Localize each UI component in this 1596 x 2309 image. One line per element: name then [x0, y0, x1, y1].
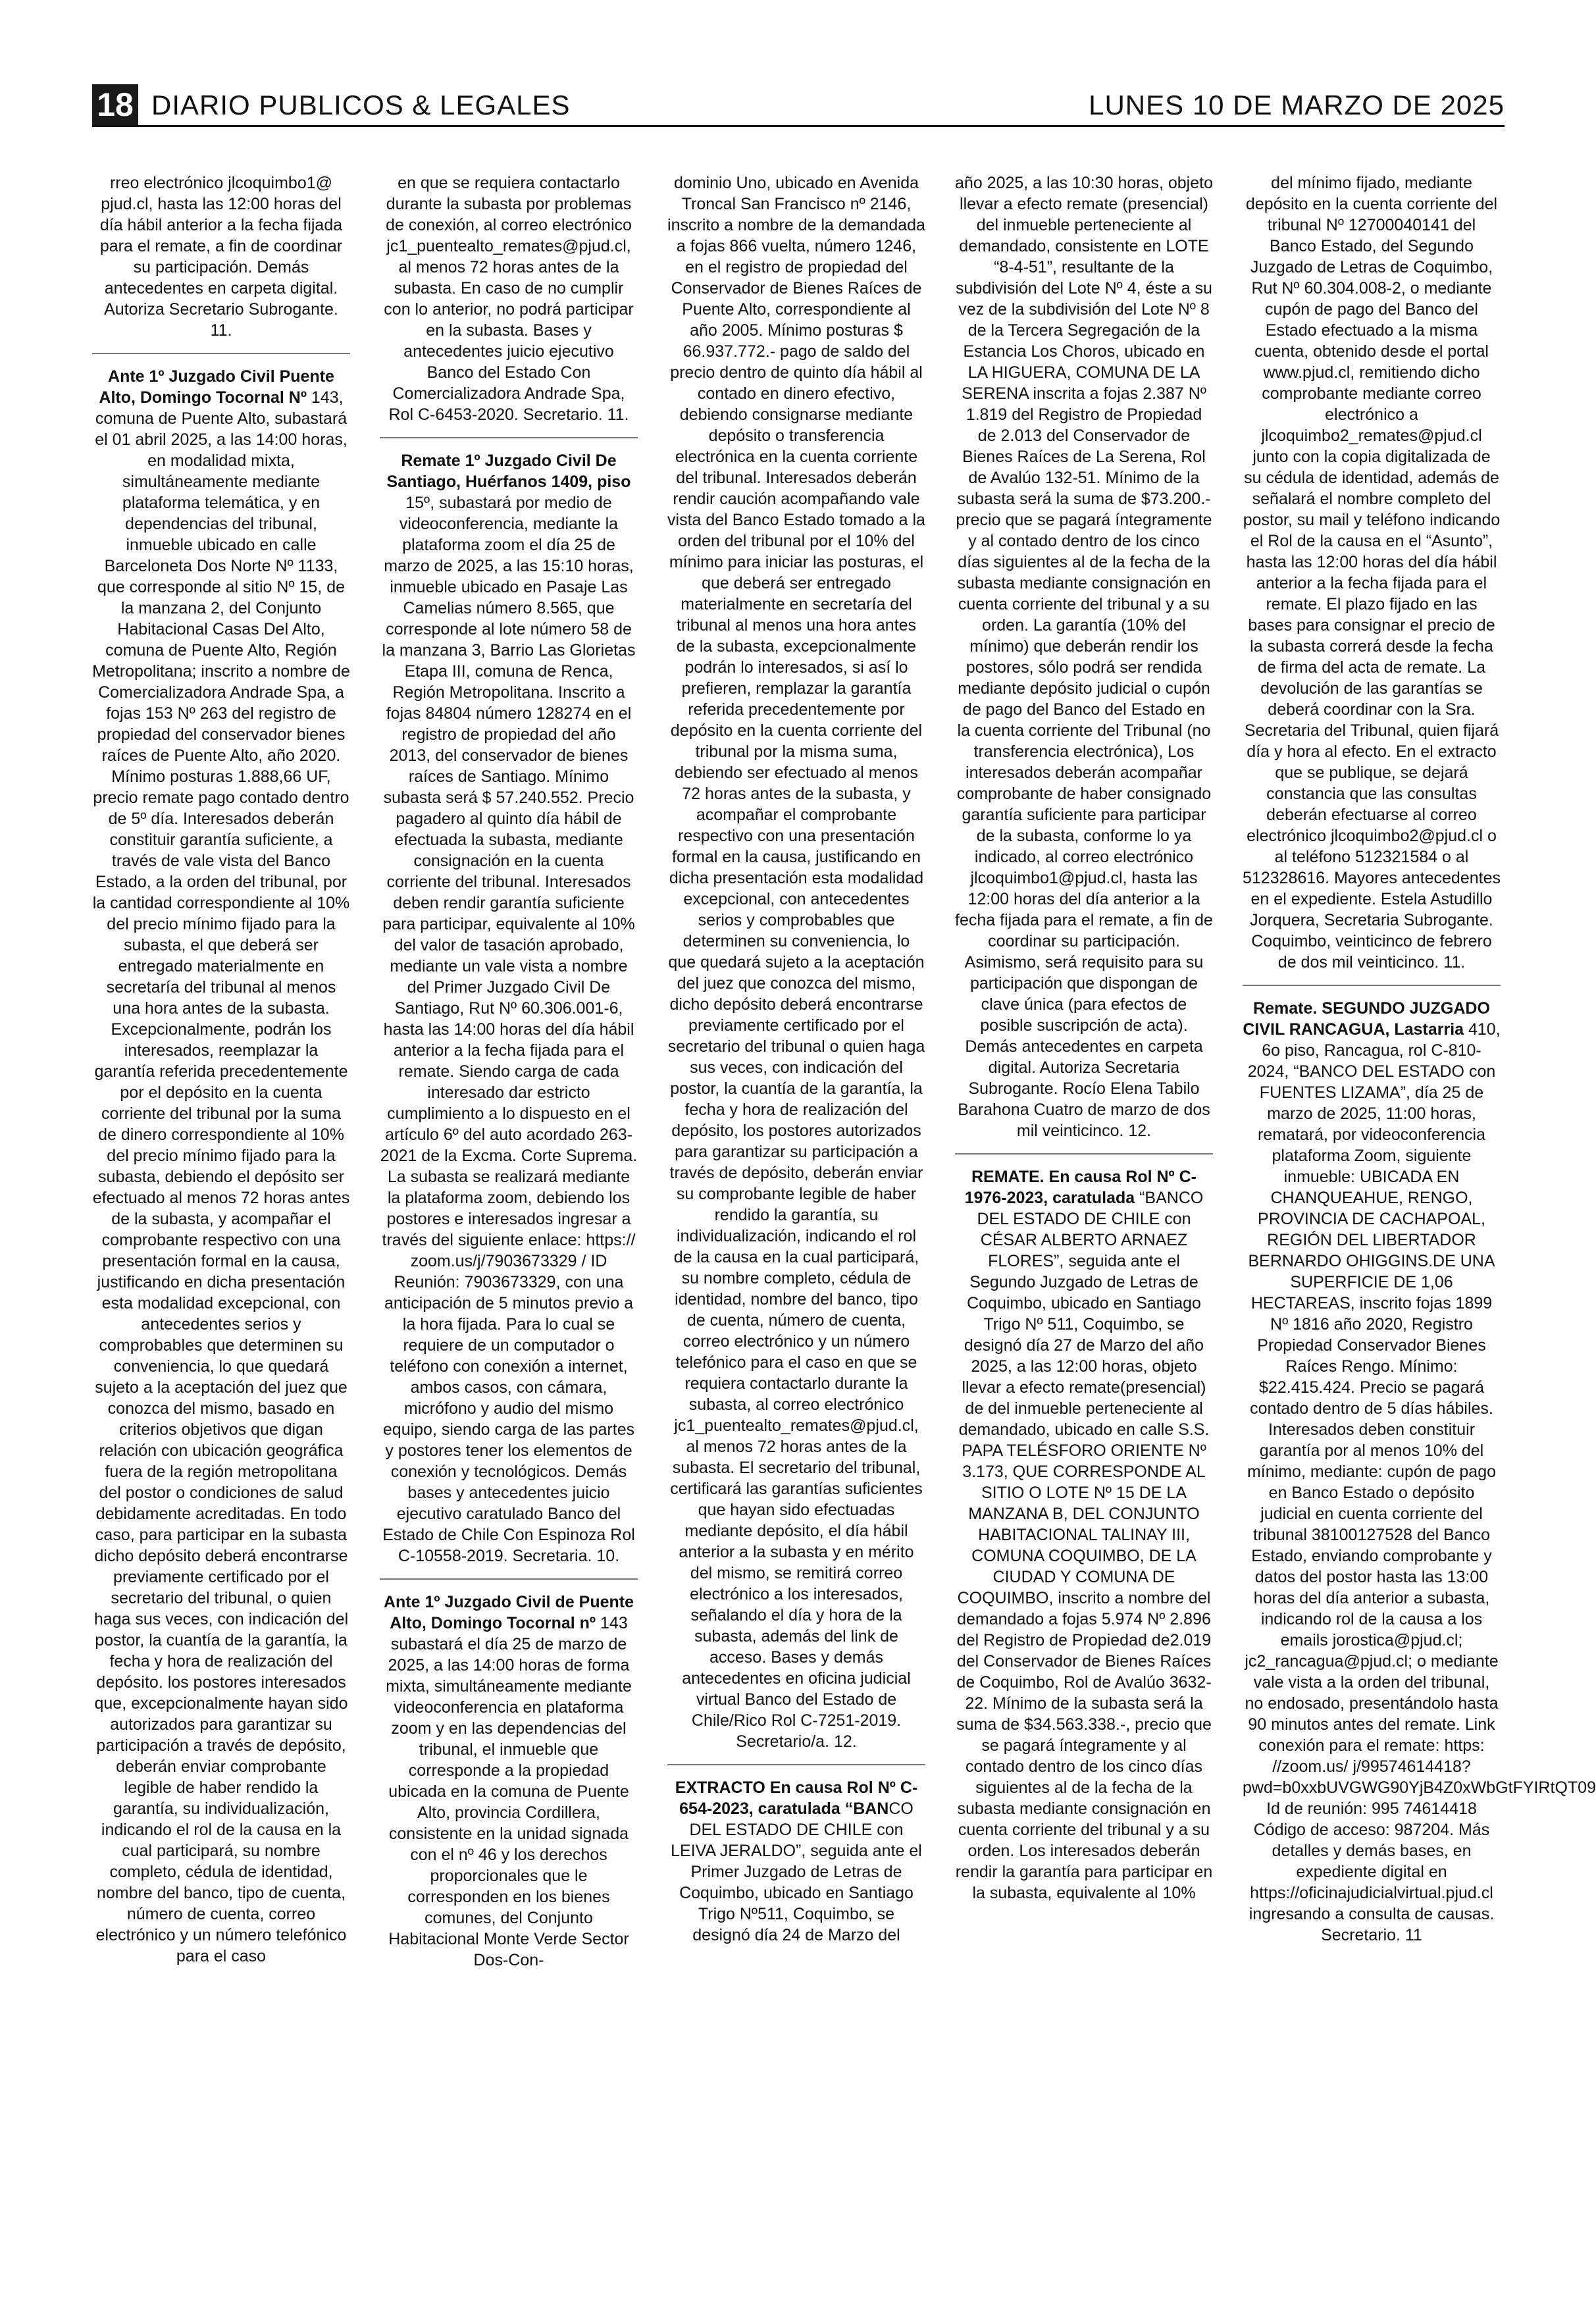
notice-body: rreo electrónico jlcoquimbo1@ pjud.cl, hasta las 12:00 horas del día hábil anterior a la fecha fijada para el remate, a fin de coordinar su participación. Demás antecedentes en carpeta digital. Autoriza Secretario Subrogante. 11.: [99, 174, 343, 340]
legal-notice: [1243, 172, 1501, 973]
notice-heading: Remate 1º Juzgado Civil De Santiago, Huérfanos 1409, piso: [386, 452, 631, 491]
issue-date: LUNES 10 DE MARZO DE 2025: [1089, 90, 1505, 120]
notice-divider: [380, 437, 638, 438]
notice-body: en que se requiera contactarlo durante la subasta por problemas de conexión, al correo electrónico jc1_puentealto_remates@pjud.cl, al menos 72 horas antes de la subasta. En caso de no cumplir con lo anterior, no podrá participar en la subasta. Bases y antecedentes juicio ejecutivo Banco del Estado Con Comercializadora Andrade Spa, Rol C-6453-2020. Secretario. 11.: [384, 174, 634, 424]
notice-divider: [667, 1764, 925, 1765]
legal-notice: [380, 172, 638, 425]
notice-body: dominio Uno, ubicado en Avenida Troncal San Francisco nº 2146, inscrito a nombre de la demandada a fojas 866 vuelta, número 1246, en el registro de propiedad del Conservador de Bienes Raíces de Puente Alto, correspondiente al año 2005. Mínimo posturas $ 66.937.772.- pago de saldo del precio dentro de quinto día hábil al contado en dinero efectivo, debiendo consignarse mediante depósito o transferencia electrónica en la cuenta corriente del tribunal. Interesados deberán rendir caución acompañando vale vista del Banco Estado tomado a la orden del tribunal por el 10% del mínimo para iniciar las posturas, el que deberá ser entregado materialmente en secretaría del tribunal al menos una hora antes de la subasta, excepcionalmente podrán lo interesados, si así lo prefieren, remplazar la garantía referida precedentemente por depósito en la cuenta corriente del tribunal por la misma suma, debiendo ser efectuado al menos 72 horas antes de la subasta, y acompañar el comprobante respectivo con una presentación formal en la causa, justificando en dicha presentación esta modalidad excepcional, con antecedentes serios y comprobables que determinen su conveniencia, lo que quedará sujeto a la aceptación del juez que conozca del mismo, dicho depósito deberá encontrarse previamente certificado por el secretario del tribunal o quien haga sus veces, con indicación del postor, la cuantía de la garantía, la fecha y hora de realización del depósito, los postores autorizados para garantizar su participación a través de depósito, deberán enviar su comprobante legible de haber rendido la garantía, su individualización, indicando el rol de la causa en la cual participará, su nombre completo, cédula de identidad, nombre del banco, tipo de cuenta, número de cuenta, correo electrónico y un número telefónico para el caso en que se requiera contactarlo durante la subasta, al correo electrónico jc1_puentealto_remates@pjud.cl, al menos 72 horas antes de la subasta. El secretario del tribunal, certificará las garantías suficientes que hayan sido efectuadas mediante depósito, el día hábil anterior a la subasta y en mérito del mismo, se remitirá correo electrónico a los interesados, señalando el día y hora de la subasta, además del link de acceso. Bases y demás antecedentes en oficina judicial virtual Banco del Estado de Chile/Rico Rol C-7251-2019. Secretario/a. 12.: [667, 174, 925, 1751]
page-header: [92, 84, 1505, 127]
legal-notice: [92, 172, 350, 341]
notice-body: “BANCO DEL ESTADO DE CHILE con CÉSAR ALBERTO ARNAEZ FLORES”, seguida ante el Segundo Juzgado de Letras de Coquimbo, ubicado en Santiago Trigo Nº 511, Coquimbo, se designó día 27 de Marzo del año 2025, a las 12:00 horas, objeto llevar a efecto remate(presencial) de del inmueble perteneciente al demandado, ubicado en calle S.S. PAPA TELÉSFORO ORIENTE Nº 3.173, QUE CORRESPONDE AL SITIO O LOTE Nº 15 DE LA MANZANA B, DEL CONJUNTO HABITACIONAL TALINAY III, COMUNA COQUIMBO, DE LA CIUDAD Y COMUNA DE COQUIMBO, inscrito a nombre del demandado a fojas 5.974 Nº 2.896 del Registro de Propiedad de2.019 del Conservador de Bienes Raíces de Coquimbo, Rol de Avalúo 3632-22. Mínimo de la subasta será la suma de $34.563.338.-, precio que se pagará íntegramente y al contado dentro de los cinco días siguientes al de la fecha de la subasta mediante consignación en cuenta corriente del tribunal y a su orden. Los interesados deberán rendir la garantía para participar en la subasta, equivalente al 10%: [955, 1189, 1213, 1902]
notice-columns: [92, 172, 1596, 2272]
notice-body: 410, 6o piso, Rancagua, rol C-810-2024, “BANCO DEL ESTADO con FUENTES LIZAMA”, día 25 de marzo de 2025, 11:00 horas, rematará, por videoconferencia plataforma Zoom, siguiente inmueble: UBICADA EN CHANQUEAHUE, RENGO, PROVINCIA DE CACHAPOAL, REGIÓN DEL LIBERTADOR BERNARDO OHIGGINS.DE UNA SUPERFICIE DE 1,06 HECTAREAS, inscrito fojas 1899 Nº 1816 año 2020, Registro Propiedad Conservador Bienes Raíces Rengo. Mínimo: $22.415.424. Precio se pagará contado dentro de 5 días hábiles. Interesados deben constituir garantía por al menos 10% del mínimo, mediante: cupón de pago en Banco Estado o depósito judicial en cuenta corriente del tribunal 38100127528 del Banco Estado, enviando comprobante y datos del postor hasta las 13:00 horas del día anterior a subasta, indicando rol de la causa a los emails jorostica@pjud.cl; jc2_rancagua@pjud.cl; o mediante vale vista a la orden del tribunal, no endosado, presentándolo hasta 90 minutos antes del remate. Link conexión para el remate: https: //zoom.us/ j/99574614418?pwd=b0xxbUVGWG90YjB4Z0xWbGtFYIRtQT09 Id de reunión: 995 74614418 Código de acceso: 987204. Más detalles y demás bases, en expediente digital en https://oficinajudicialvirtual.pjud.cl ingresando a consulta de causas. Secretario. 11: [1243, 1020, 1596, 1944]
newspaper-title: DIARIO PUBLICOS & LEGALES: [151, 90, 571, 120]
notice-body: 143 subastará el día 25 de marzo de 2025, a las 14:00 horas de forma mixta, simultáneamente mediante videoconferencia en plataforma zoom y en las dependencias del tribunal, el inmueble que corresponde a la propiedad ubicada en la comuna de Puente Alto, provincia Cordillera, consistente en la unidad signada con el nº 46 y los derechos proporcionales que le corresponden en los bienes comunes, del Conjunto Habitacional Monte Verde Sector Dos-Con-: [386, 1614, 632, 1969]
notice-body: CO DEL ESTADO DE CHILE con LEIVA JERALDO”, seguida ante el Primer Juzgado de Letras de Coquimbo, ubicado en Santiago Trigo Nº511, Coquimbo, se designó día 24 de Marzo del: [671, 1800, 922, 1944]
notice-heading: REMATE. En causa Rol Nº C-1976-2023, caratulada: [964, 1168, 1197, 1207]
column-1: [92, 172, 350, 2272]
notice-body: 143, comuna de Puente Alto, subastará el 01 abril 2025, a las 14:00 horas, en modalidad mixta, simultáneamente mediante plataforma telemática, y en dependencias del tribunal, inmueble ubicado en calle Barceloneta Dos Norte Nº 1133, que corresponde al sitio Nº 15, de la manzana 2, del Conjunto Habitacional Casas Del Alto, comuna de Puente Alto, Región Metropolitana; inscrito a nombre de Comercializadora Andrade Spa, a fojas 153 Nº 263 del registro de propiedad del conservador bienes raíces de Puente Alto, año 2020. Mínimo posturas 1.888,66 UF, precio remate pago contado dentro de 5º día. Interesados deberán constituir garantía suficiente, a través de vale vista del Banco Estado, a la orden del tribunal, por la cantidad correspondiente al 10% del precio mínimo fijado para la subasta, el que deberá ser entregado materialmente en secretaría del tribunal al menos una hora antes de la subasta. Excepcionalmente, podrán los interesados, reemplazar la garantía referida precedentemente por el depósito en la cuenta corriente del tribunal por la suma de dinero correspondiente al 10% del precio mínimo fijado para la subasta, debiendo el depósito ser efectuado al menos 72 horas antes de la subasta, y acompañar el comprobante respectivo con una presentación formal en la causa, justificando en dicha presentación esta modalidad excepcional, con antecedentes serios y comprobables que determinen su conveniencia, lo que quedará sujeto a la aceptación del juez que conozca del mismo, basado en criterios objetivos que digan relación con ubicación geográfica fuera de la región metropolitana del postor o condiciones de salud debidamente acreditadas. En todo caso, para participar en la subasta dicho depósito deberá encontrarse previamente certificado por el secretario del tribunal, o quien haga sus veces, con indicación del postor, la cuantía de la garantía, la fecha y hora de realización del depósito. los postores interesados que, excepcionalmente hayan sido autorizados para garantizar su participación a través de depósito, deberán enviar comprobante legible de haber rendido la garantía, su individualización, indicando el rol de la causa en la cual participará, su nombre completo, cédula de identidad, nombre del banco, tipo de cuenta, número de cuenta, correo electrónico y un número telefónico para el caso: [92, 388, 350, 1965]
notice-divider: [955, 1153, 1213, 1154]
legal-notice: [667, 172, 925, 1752]
page-number: 18: [92, 84, 138, 125]
legal-notice: [380, 450, 638, 1567]
legal-notice: [667, 1777, 925, 1946]
notice-heading: Ante 1º Juzgado Civil Puente Alto, Domingo Tocornal Nº: [99, 367, 334, 407]
column-2: [380, 172, 638, 2272]
column-4: [955, 172, 1213, 2272]
notice-heading: Remate. SEGUNDO JUZGADO CIVIL RANCAGUA, Lastarria: [1243, 999, 1490, 1039]
notice-heading: Ante 1º Juzgado Civil de Puente Alto, Domingo Tocornal nº: [383, 1593, 634, 1632]
column-3: [667, 172, 925, 2272]
legal-notice: [955, 1166, 1213, 1904]
notice-divider: [92, 353, 350, 354]
legal-notice: [380, 1592, 638, 1971]
notice-body: año 2025, a las 10:30 horas, objeto llevar a efecto remate (presencial) del inmueble perteneciente al demandado, consistente en LOTE “8-4-51”, resultante de la subdivisión del Lote Nº 4, éste a su vez de la subdivisión del Lote Nº 8 de la Tercera Segregación de la Estancia Los Choros, ubicado en LA HIGUERA, COMUNA DE LA SERENA inscrita a fojas 2.387 Nº 1.819 del Registro de Propiedad de 2.013 del Conservador de Bienes Raíces de La Serena, Rol de Avalúo 132-51. Mínimo de la subasta será la suma de $73.200.- precio que se pagará íntegramente y al contado dentro de los cinco días siguientes al de la fecha de la subasta mediante consignación en cuenta corriente del tribunal y a su orden. La garantía (10% del mínimo) que deberán rendir los postores, sólo podrá ser rendida mediante depósito judicial o cupón de pago del Banco del Estado en la cuenta corriente del Tribunal (no transferencia electrónica), Los interesados deberán acompañar comprobante de haber consignado garantía suficiente para participar de la subasta, conforme lo ya indicado, al correo electrónico jlcoquimbo1@pjud.cl, hasta las 12:00 horas del día anterior a la fecha fijada para el remate, a fin de coordinar su participación. Asimismo, será requisito para su participación que dispongan de clave única (para efectos de posible suscripción de acta). Demás antecedentes en carpeta digital. Autoriza Secretaria Subrogante. Rocío Elena Tabilo Barahona Cuatro de marzo de dos mil veinticinco. 12.: [955, 174, 1213, 1140]
legal-notice: [1243, 998, 1596, 1946]
notice-divider: [1243, 985, 1501, 986]
notice-body: 15º, subastará por medio de videoconferencia, mediante la plataforma zoom el día 25 de marzo de 2025, a las 15:10 horas, inmueble ubicado en Pasaje Las Camelias número 8.565, que corresponde al lote número 58 de la manzana 3, Barrio Las Glorietas Etapa III, comuna de Renca, Región Metropolitana. Inscrito a fojas 84804 número 128274 en el registro de propiedad del año 2013, del conservador de bienes raíces de Santiago. Mínimo subasta será $ 57.240.552. Precio pagadero al quinto día hábil de efectuada la subasta, mediante consignación en la cuenta corriente del tribunal. Interesados deben rendir garantía suficiente para participar, equivalente al 10% del valor de tasación aprobado, mediante un vale vista a nombre del Primer Juzgado Civil De Santiago, Rut Nº 60.306.001-6, hasta las 14:00 horas del día hábil anterior a la fecha fijada para el remate. Siendo carga de cada interesado dar estricto cumplimiento a lo dispuesto en el artículo 6º del auto acordado 263-2021 de la Excma. Corte Suprema. La subasta se realizará mediante la plataforma zoom, debiendo los postores e interesados ingresar a través del siguiente enlace: https:// zoom.us/j/7903673329 / ID Reunión: 7903673329, con una anticipación de 5 minutos previo a la hora fijada. Para lo cual se requiere de un computador o teléfono con conexión a internet, ambos casos, con cámara, micrófono y audio del mismo equipo, siendo carga de las partes y postores tener los elementos de conexión y tecnológicos. Demás bases y antecedentes juicio ejecutivo caratulado Banco del Estado de Chile Con Espinoza Rol C-10558-2019. Secretaria. 10.: [380, 494, 638, 1565]
column-5: [1243, 172, 1596, 2272]
notice-heading: EXTRACTO En causa Rol Nº C-654-2023, caratulada “BAN: [675, 1778, 918, 1818]
legal-notice: [955, 172, 1213, 1141]
notice-divider: [380, 1578, 638, 1580]
legal-notice: [92, 366, 350, 1967]
notice-body: del mínimo fijado, mediante depósito en la cuenta corriente del tribunal Nº 12700040141 del Banco Estado, del Segundo Juzgado de Letras de Coquimbo, Rut Nº 60.304.008-2, o mediante cupón de pago del Banco del Estado efectuado a la misma cuenta, obtenido desde el portal www.pjud.cl, remitiendo dicho comprobante mediante correo electrónico a jlcoquimbo2_remates@pjud.cl junto con la copia digitalizada de su cédula de identidad, además de señalará el nombre completo del postor, su mail y teléfono indicando el Rol de la causa en el “Asunto”, hasta las 12:00 horas del día hábil anterior a la fecha fijada para el remate. El plazo fijado en las bases para consignar el precio de la subasta correrá desde la fecha de firma del acta de remate. La devolución de las garantías se deberá coordinar con la Sra. Secretaria del Tribunal, quien fijará día y hora al efecto. En el extracto que se publique, se dejará constancia que las consultas deberán efectuarse al correo electrónico jlcoquimbo2@pjud.cl o al teléfono 512321584 o al 512328616. Mayores antecedentes en el expediente. Estela Astudillo Jorquera, Secretaria Subrogante. Coquimbo, veinticinco de febrero de dos mil veinticinco. 11.: [1243, 174, 1501, 972]
